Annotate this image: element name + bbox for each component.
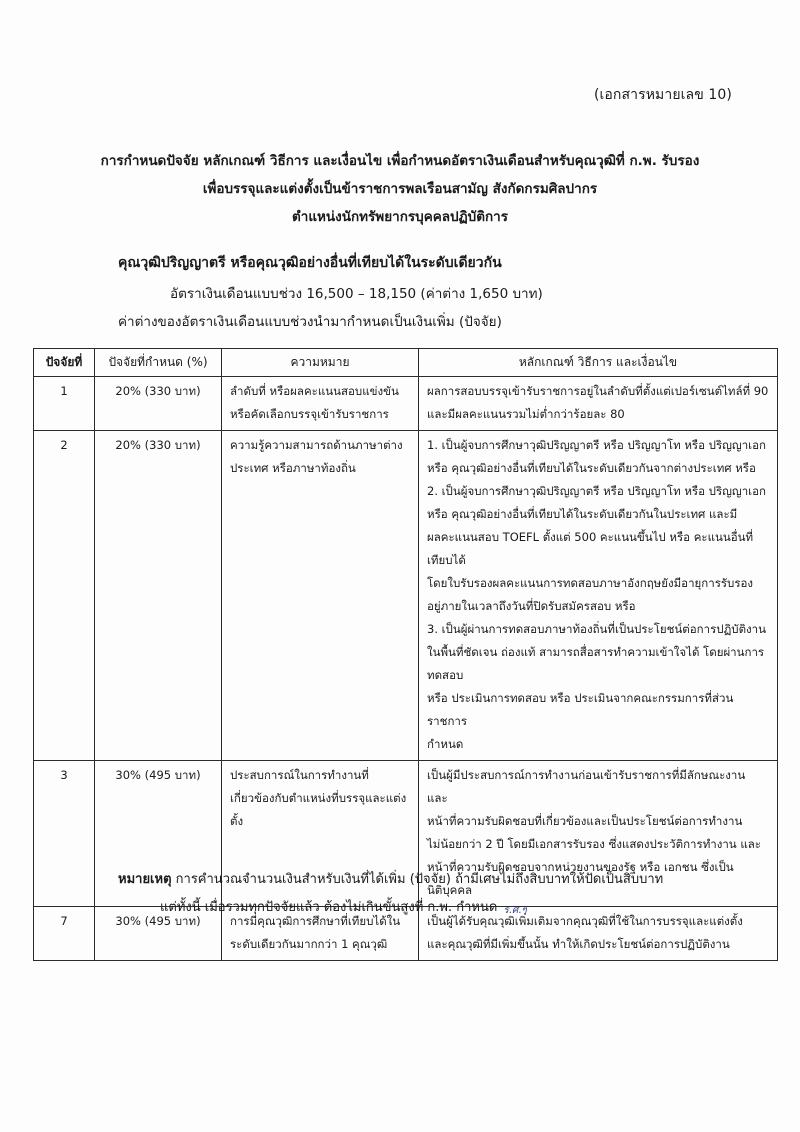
factor-meaning: ความรู้ความสามารถด้านภาษาต่างประเทศ หรือภาษาท้องถิ่น [222,431,419,761]
document-number: (เอกสารหมายเลข 10) [593,87,732,103]
header-factor: ปัจจัยที่ [34,349,95,377]
criteria-line: เป็นผู้มีประสบการณ์การทำงานก่อนเข้ารับราชการที่มีลักษณะงาน และ [427,768,746,805]
qualification-heading: คุณวุฒิปริญญาตรี หรือคุณวุฒิอย่างอื่นที่เทียบได้ในระดับเดียวกัน [118,255,502,271]
criteria-line: อยู่ภายในเวลาถึงวันที่ปิดรับสมัครสอบ หรือ [427,599,636,613]
factor-number: 3 [34,761,95,907]
criteria-line: 3. เป็นผู้ผ่านการทดสอบภาษาท้องถิ่นที่เป็นประโยชน์ต่อการปฏิบัติงาน [427,622,766,636]
footnote-label: หมายเหตุ [118,872,172,887]
criteria-line: หรือ ประเมินการทดสอบ หรือ ประเมินจากคณะกรรมการที่ส่วนราชการ [427,691,734,728]
title-line-1: การกำหนดปัจจัย หลักเกณฑ์ วิธีการ และเงื่อนไข เพื่อกำหนดอัตราเงินเดือนสำหรับคุณวุฒิที่ ก.พ. รับรอง [100,153,700,169]
header-criteria: หลักเกณฑ์ วิธีการ และเงื่อนไข [419,349,778,377]
criteria-line: หรือ คุณวุฒิอย่างอื่นที่เทียบได้ในระดับเดียวกันจากต่างประเทศ หรือ [427,461,756,475]
criteria-line: ผลคะแนนสอบ TOEFL ตั้งแต่ 500 คะแนนขึ้นไป หรือ คะแนนอื่นที่เทียบได้ [427,530,754,567]
factor-percent: 20% (330 บาท) [95,431,222,761]
criteria-line: 2. เป็นผู้จบการศึกษาวุฒิปริญญาตรี หรือ ปริญญาโท หรือ ปริญญาเอก [427,484,766,498]
factor-percent: 30% (495 บาท) [95,761,222,907]
criteria-line: เป็นผู้ได้รับคุณวุฒิเพิ่มเติมจากคุณวุฒิที่ใช้ในการบรรจุและแต่งตั้ง [427,914,743,928]
factor-meaning: ประสบการณ์ในการทำงานที่เกี่ยวข้องกับตำแหน่งที่บรรจุและแต่งตั้ง [222,761,419,907]
footnote-line-2-wrap [118,894,663,925]
criteria-line: หน้าที่ความรับผิดชอบที่เกี่ยวข้องและเป็นประโยชน์ต่อการทำงาน [427,814,743,828]
table-row [34,377,778,431]
criteria-line: ผลการสอบบรรจุเข้ารับราชการอยู่ในลำดับที่ตั้งแต่เปอร์เซนต์ไทล์ที่ 90 [427,384,769,398]
criteria-line: กำหนด [427,737,464,751]
factor-number: 2 [34,431,95,761]
footnote [118,866,663,925]
criteria-line: โดยใบรับรองผลคะแนนการทดสอบภาษาอังกฤษยังมีอายุการรับรอง [427,576,754,590]
factor-number: 1 [34,377,95,431]
factor-criteria [419,431,778,761]
header-percent: ปัจจัยที่กำหนด (%) [95,349,222,377]
criteria-line: 1. เป็นผู้จบการศึกษาวุฒิปริญญาตรี หรือ ปริญญาโท หรือ ปริญญาเอก [427,438,766,452]
table-row [34,431,778,761]
document-title [0,147,800,231]
title-line-2: เพื่อบรรจุและแต่งตั้งเป็นข้าราชการพลเรือนสามัญ สังกัดกรมศิลปากร [202,181,598,197]
salary-range: อัตราเงินเดือนแบบช่วง 16,500 – 18,150 (ค่าต่าง 1,650 บาท) [170,286,543,302]
factor-meaning: ลำดับที่ หรือผลคะแนนสอบแข่งขัน หรือคัดเลือกบรรจุเข้ารับราชการ [222,377,419,431]
criteria-line: ไม่น้อยกว่า 2 ปี โดยมีเอกสารรับรอง ซึ่งแสดงประวัติการทำงาน และ [427,837,761,851]
difference-note: ค่าต่างของอัตราเงินเดือนแบบช่วงนำมากำหนดเป็นเงินเพิ่ม (ปัจจัย) [118,314,502,330]
factor-criteria [419,377,778,431]
footnote-line-2: แต่ทั้งนี้ เมื่อรวมทุกปัจจัยแล้ว ต้องไม่เกินขั้นสูงที่ ก.พ. กำหนด [160,900,498,915]
criteria-line: ในพื้นที่ชัดเจน ถ่องแท้ สามารถสื่อสารทำความเข้าใจได้ โดยผ่านการทดสอบ [427,645,765,682]
factor-meaning: การมีคุณวุฒิการศึกษาที่เทียบได้ในระดับเดียวกันมากกว่า 1 คุณวุฒิ [222,907,419,961]
header-meaning: ความหมาย [222,349,419,377]
criteria-line: หรือ คุณวุฒิอย่างอื่นที่เทียบได้ในระดับเดียวกันในประเทศ และมี [427,507,738,521]
factor-number: 7 [34,907,95,961]
handwritten-initials: ร.ศ.ๆ [503,905,527,916]
criteria-line: หน้าที่ความรับผิดชอบจากหน่วยงานของรัฐ หรือ เอกชน ซึ่งเป็นนิติบุคคล [427,860,734,897]
criteria-line: และมีผลคะแนนรวมไม่ต่ำกว่าร้อยละ 80 [427,407,625,421]
footnote-line-1: การคำนวณจำนวนเงินสำหรับเงินที่ได้เพิ่ม (ปัจจัย) ถ้ามีเศษไม่ถึงสิบบาทให้ปัดเป็นสิบบาท [175,872,664,887]
factor-percent: 30% (495 บาท) [95,907,222,961]
title-line-3: ตำแหน่งนักทรัพยากรบุคคลปฏิบัติการ [291,209,508,225]
factor-percent: 20% (330 บาท) [95,377,222,431]
criteria-line: และคุณวุฒิที่มีเพิ่มขึ้นนั้น ทำให้เกิดประโยชน์ต่อการปฏิบัติงาน [427,937,730,951]
table-header-row [34,349,778,377]
